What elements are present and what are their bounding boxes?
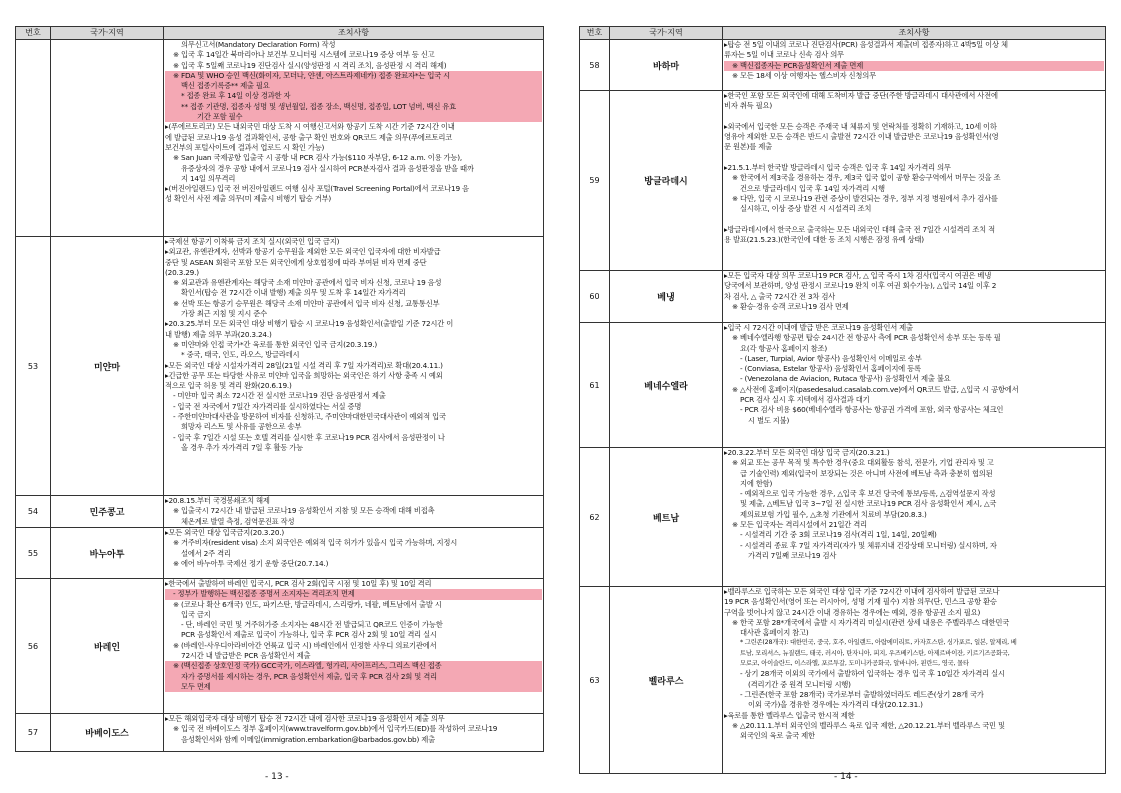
page-number: - 13 -: [265, 772, 289, 782]
measure-line: - 주한미얀마대사관을 방문하여 비자를 신청하고, 주미얀마대한민국대사관이 예외적 입국: [173, 412, 446, 422]
measure-line: 제의료보험 가입 필수, △초청 기관에서 치료비 부담(20.8.3.): [740, 509, 927, 519]
measure-line: 내 발행) 제출 의무 부과(20.3.24.): [165, 329, 272, 339]
table-row: [16, 579, 544, 714]
measure-line: - PCR 검사 비용 $60(베네수엘라 항공사는 항공권 가격에 포함, 외국 항공사는 체크인: [740, 405, 1004, 415]
page-number: - 14 -: [834, 772, 858, 782]
measure-line: ▸20.3.25.부터 모든 외국인 대상 비행기 탑승 시 코로나19 음성확인서(출발일 기준 72시간 이: [165, 319, 454, 329]
measure-line: - 시설격리 기간 중 3회 코로나19 검사(격리 1일, 14일, 20일째): [740, 530, 937, 540]
page-14: [579, 26, 1106, 774]
measures-cell: [723, 271, 1106, 323]
measure-line: 문 원본)를 제출: [724, 142, 772, 152]
country-name: 민주콩고: [51, 496, 164, 528]
measure-line: ※ (코로나 확산 6개국) 인도, 파키스탄, 방글라데시, 스리랑카, 네팔, 베트남에서 출발 시: [173, 599, 442, 609]
measure-line: ▸외국에서 입국한 모든 승객은 주재국 내 체류지 및 연락처를 정확히 기재하고, 10세 이하: [724, 121, 997, 131]
country-name: 방글라데시: [610, 91, 723, 271]
measure-line: ※ 에어 바누아투 국제선 정기 운항 중단(20.7.14.): [173, 558, 329, 568]
measure-line: 체온계로 발열 측정, 검역문진표 작성: [181, 516, 295, 526]
row-number: 62: [580, 448, 610, 587]
table-row: [16, 496, 544, 528]
measure-line: 영유아 제외한 모든 승객은 반드시 출발전 72시간 이내 발급받은 코로나19 음성확인서(영: [724, 132, 999, 142]
measures-table: [15, 26, 544, 752]
table-row: [580, 448, 1106, 587]
measure-line: 시 별도 지불): [748, 415, 790, 425]
measure-line: - 시설격리 종료 후 7일 자가격리(자가 및 체류지내 건강상태 모니터링) 실시하며, 자: [740, 540, 997, 550]
measure-line: ▸(버진아일랜드) 입국 전 버진아일랜드 여행 심사 포털(Travel Screening Portal)에서 코로나19 음: [165, 184, 469, 194]
measure-line: ▸입국 시 72시간 이내에 발급 받은 코로나19 음성확인서 제출: [724, 323, 913, 332]
measure-line: ▸20.8.15.부터 국경봉쇄조치 해제: [165, 496, 270, 505]
measure-line: 가장 최근 지침 및 지시 준수: [181, 309, 267, 319]
country-name: 미얀마: [51, 237, 164, 496]
country-name: 바베이도스: [51, 714, 164, 752]
table-row: [16, 40, 544, 237]
measure-line: 가격리 7일째 코로나19 검사: [748, 550, 837, 560]
measure-line: ※ 입출국시 72시간 내 발급된 코로나19 음성확인서 지참 및 모든 승객에 대해 비접촉: [173, 506, 435, 516]
measure-line: 성 확인서 사전 제출 의무(미 제출시 비행기 탑승 거부): [165, 194, 332, 204]
measure-line: 적으로 입국 허용 및 격리 완화(20.6.19.): [165, 381, 292, 391]
highlighted-line: 기간 포함 필수: [165, 112, 542, 122]
measure-line: ▸한국인 포함 모든 외국인에 대해 도착비자 발급 중단(주한 방글라데시 대사관에서 사전에: [724, 91, 998, 100]
table-row: [580, 40, 1106, 91]
measure-line: 72시간 내 발급받은 PCR 음성확인서 제출: [181, 651, 311, 661]
measures-cell: [723, 91, 1106, 271]
measure-line: ※ 베네수엘라행 항공편 탑승 24시간 전 항공사 측에 PCR 음성확인서 송부 또는 등록 필: [732, 333, 1001, 343]
measure-line: 19 PCR 음성확인서(영어 또는 러시아어, 성명 기재 필수) 지참 의무(단, 민스크 공항 환승: [724, 597, 997, 607]
measure-line: 모로코, 아이슬란드, 이스라엘, 포르투갈, 도미니카공화국, 알바니아, 핀란드, 영국, 몰타: [740, 660, 969, 668]
measure-line: ※ 미얀마와 인접 국가*간 육로를 통한 외국인 입국 금지(20.3.19.): [173, 339, 378, 349]
measure-line: - 단, 바레인 국민 및 거주허가증 소지자는 48시간 전 발급되고 QR코드 인증이 가능한: [181, 620, 443, 630]
table-row: [16, 714, 544, 752]
measures-cell: [164, 40, 544, 237]
table-row: [16, 237, 544, 496]
measures-cell: [723, 40, 1106, 91]
measure-line: ※ (바레인-사우디아라비아간 연륙교 입국 시) 바레인에서 인정한 사우디 의료기관에서: [173, 640, 437, 650]
measure-line: ※ 선박 또는 항공기 승무원은 해당국 소재 미얀마 공관에서 입국 비자 신청, 교통통신부: [173, 298, 440, 308]
measure-line: ▸모든 입국자 대상 의무 코로나19 PCR 검사, △ 입국 즉시 1차 검사(입국시 여권은 베냉: [724, 271, 992, 280]
table-header: [580, 27, 1106, 40]
measures-cell: [723, 587, 1106, 774]
table-row: [580, 323, 1106, 448]
country-name: [51, 40, 164, 237]
row-number: 53: [16, 237, 51, 496]
measure-line: 트남, 모리셔스, 뉴질랜드, 태국, 러시아, 탄자니아, 피지, 우즈베키스탄, 아제르바이잔, 키르기즈공화국,: [740, 649, 1010, 657]
measure-line: 지 14일 의무격리: [181, 173, 236, 183]
measure-line: - (Venezolana de Aviacion, Rutaca 항공사) 음성확인서 제출 불요: [740, 374, 951, 384]
measure-line: ▸방글라데시에서 한국으로 출국하는 모든 내외국인 대해 출국 전 7일간 시설격리 조치 적: [724, 224, 995, 234]
measure-line: ※ 입국 전 바베이도스 정부 홈페이지(www.travelform.gov.bb)에서 입국카드(ED)를 작성하여 코로나19: [173, 724, 498, 734]
highlighted-line: ※ (백신접종 상호인정 국가) GCC국가, 이스라엘, 헝가리, 사이프러스, 그리스 백신 접종: [165, 661, 542, 671]
page-13: [15, 26, 544, 752]
measure-line: ※ 외교관과 유엔관계자는 해당국 소재 미얀마 공관에서 입국 비자 신청, 코로나 19 음성: [173, 278, 442, 288]
measure-line: ▸20.3.22.부터 모든 외국인 대상 입국 금지(20.3.21.): [724, 448, 890, 457]
measure-line: 건으로 방글라데시 입국 후 14일 자가격리 시행: [740, 183, 885, 193]
measure-line: ▸외교관, 유엔관계자, 선박과 항공기 승무원을 제외한 모든 외국인 입국자에 대한 비자발급: [165, 247, 441, 257]
row-number: 63: [580, 587, 610, 774]
measure-line: (20.3.29.): [165, 267, 199, 277]
measure-line: ▸육로를 통한 벨라루스 입출국 한시적 제한: [724, 710, 855, 720]
measure-line: PCR 검사 실시 후 지텍에서 검사결과 대기: [740, 395, 870, 405]
table-row: [580, 271, 1106, 323]
measure-line: - 그린존(한국 포함 28개국) 국가로부터 출발하였더라도 레드존(상기 28개 국가: [740, 689, 984, 699]
measure-line: (격리기간 중 원격 모니터링 시행): [748, 679, 851, 689]
measure-line: 류자는 5일 이내 코로나 신속 검사 의무: [724, 50, 844, 60]
measure-line: - 입국 후 7일간 시설 또는 호텔 격리를 실시한 후 코로나19 PCR 검사에서 음성판정이 나: [173, 432, 445, 442]
measure-line: ※ △20.11.1.부터 외국인의 벨라루스 육로 입국 제한, △20.12.21.부터 벨라루스 국민 및: [732, 720, 1005, 730]
measure-line: 의무신고서(Mandatory Declaration Form) 작성: [181, 40, 336, 49]
measure-line: 용 발표(21.5.23.)(한국인에 대한 동 조치 시행은 잠정 유예 상태): [724, 235, 924, 245]
header-country: 국가·지역: [610, 27, 723, 40]
country-name: 바레인: [51, 579, 164, 714]
measure-line: 이외 국가)을 경유한 경우에는 자가격리 대상(20.12.31.): [748, 700, 923, 710]
measure-line: ※ 모든 입국자는 격리시설에서 21일간 격리: [732, 520, 867, 530]
row-number: 54: [16, 496, 51, 528]
highlighted-line: - 정부가 발행하는 백신접종 증명서 소지자는 격리조치 면제: [165, 589, 542, 599]
measure-line: 유증상자의 경우 공항 내에서 코로나19 검사 실시하여 PCR분자검사 결과 음성판정을 받을 때까: [181, 163, 474, 173]
measures-cell: [164, 496, 544, 528]
measure-line: 및 제출, △베트남 입국 3~7일 전 실시한 코로나19 PCR 검사 음성확인서 제시, △국: [740, 499, 997, 509]
measures-cell: [723, 448, 1106, 587]
highlighted-line: 백신 접종기록증** 제출 필요: [165, 81, 542, 91]
measure-line: - 입국 전 자국에서 7일간 자가격리를 실시하였다는 서실 증명: [173, 401, 362, 411]
measure-line: 중단 및 ASEAN 회원국 포함 모든 외국인에게 상호협정에 따라 부여된 비자 면제 중단: [165, 257, 427, 267]
measure-line: ※ △사전에 홈페이지(pasedesalud.casalab.com.ve)에서 QR코드 발급, △입국 시 공항에서: [732, 384, 1019, 394]
measure-line: 실시하고, 이상 증상 발견 시 시설격리 조치: [740, 204, 872, 214]
measure-line: - 미얀마 입국 최소 72시간 전 실시한 코로나19 진단 음성판정서 제출: [173, 391, 386, 401]
measure-line: ※ 한국 포함 28*개국에서 출발 시 자가격리 미실시(관련 상세 내용은 주벨라루스 대한민국: [732, 617, 1010, 627]
measures-cell: [164, 714, 544, 752]
measure-line: ▸(푸에르토리코) 모든 내외국민 대상 도착 시 여행신고서와 항공기 도착 시간 기준 72시간 이내: [165, 122, 455, 132]
row-number: 60: [580, 271, 610, 323]
header-country: 국가·지역: [51, 27, 164, 40]
country-name: 베트남: [610, 448, 723, 587]
measure-line: 당국에서 보관하며, 양성 판정시 코로나19 완치 이후 여권 회수가능), △입국 14일 이후 2: [724, 281, 997, 291]
measure-line: 외국인의 육로 출국 제한: [740, 731, 815, 741]
measure-line: 차 검사, △ 출국 72시간 전 3차 검사: [724, 291, 836, 301]
measures-cell: [164, 579, 544, 714]
table-row: [580, 587, 1106, 774]
measure-line: ※ 한국에서 제3국을 경유하는 경우, 제3국 입국 없이 공항 환승구역에서 머무는 것을 조: [732, 173, 1001, 183]
measure-line: [724, 215, 1104, 225]
measure-line: 구역을 벗어나지 않고 24시간 이내 경유하는 경우에는 예외, 경유 항공권 소지 필요): [724, 607, 981, 617]
measures-cell: [164, 237, 544, 496]
measure-line: ▸21.5.1.부터 한국발 방글라데시 입국 승객은 입국 후 14일 자가격리 의무: [724, 163, 951, 173]
measure-line: 대사관 홈페이지 참고): [740, 628, 809, 638]
measure-line: ※ 환승·경유 승객 코로나19 검사 면제: [732, 301, 849, 311]
row-number: 61: [580, 323, 610, 448]
country-name: 베냉: [610, 271, 723, 323]
row-number: 57: [16, 714, 51, 752]
highlighted-line: * 접종 완료 후 14일 이상 경과한 자: [165, 91, 542, 101]
measure-line: ※ 입국 후 5일째 코로나19 진단검사 실시(양성판정 시 격리 조치, 음성판정 시 격리 해제): [173, 60, 447, 70]
measure-line: - (Conviasa, Estelar 항공사) 음성확인서 홈페이지에 등록: [740, 364, 921, 374]
measure-line: ▸국제선 항공기 이착륙 금지 조치 실시(외국인 입국 금지): [165, 237, 340, 246]
measure-line: 확인서(탑승 전 72시간 이내 발행) 제출 의무 및 도착 후 14일간 자가격리: [181, 288, 406, 298]
measure-line: - 예외적으로 입국 가능한 경우, △입국 후 보건 당국에 통보/등록, △검역설문지 작성: [740, 489, 996, 499]
measure-line: 희망자 리스트 및 사유를 공한으로 송부: [181, 422, 302, 432]
measures-cell: [164, 528, 544, 579]
country-name: 베네수엘라: [610, 323, 723, 448]
country-name: 벨라루스: [610, 587, 723, 774]
table-header: [16, 27, 544, 40]
highlighted-line: 자가 증명서를 제시하는 경우, PCR 음성확인서 제출, 입국 후 PCR 검사 2회 및 격리: [165, 672, 542, 682]
highlighted-line: ※ 백신접종자는 PCR음성확인서 제출 면제: [724, 61, 1104, 71]
measure-line: ▸긴급한 공무 또는 타당한 사유로 미얀마 입국을 희망하는 외국인은 하기 사항 충족 시 예외: [165, 370, 443, 380]
measure-line: 에 발급된 코로나19 음성 결과확인서, 공항 출구 확인 번호와 QR코드 제출 의무(푸에르토리코: [165, 132, 453, 142]
measure-line: 급 기술인력) 제외(입국이 보장되는 것은 아니며 사전에 베트남 측과 충분히 협의된: [740, 468, 993, 478]
measure-line: ※ San Juan 국제공항 입출국 시 공항 내 PCR 검사 가능($110 자부담, 6-12 a.m. 이용 가능),: [173, 153, 463, 163]
measure-line: ▸한국에서 출발하여 바레인 입국시, PCR 검사 2회(입국 시점 및 10일 후) 및 10일 격리: [165, 579, 432, 588]
measure-line: 입국 금지: [181, 609, 211, 619]
measure-line: 설에서 2주 격리: [181, 548, 231, 558]
measures-table: [579, 26, 1106, 774]
measure-line: ▸모든 외국인 대상 입국금지(20.3.20.): [165, 528, 285, 537]
country-name: 바하마: [610, 40, 723, 91]
measures-cell: [723, 323, 1106, 448]
measure-line: ※ 외교 또는 공무 목적 및 특수한 경우(중요 대외활동 참석, 전문가, 기업 관리자 및 고: [732, 458, 994, 468]
country-name: 바누아투: [51, 528, 164, 579]
row-number: 55: [16, 528, 51, 579]
measure-line: ▸모든 외국인 대상 시설자가격리 28일(21일 시설 격리 후 7일 자가격리)로 확대(20.4.11.): [165, 360, 443, 370]
measure-line: ※ 모든 18세 이상 여행자는 헬스비자 신청의무: [732, 70, 876, 80]
measure-line: ※ 거주비자(resident visa) 소지 외국인은 예외적 입국 허가가 있을시 입국 가능하며, 지정시: [173, 538, 458, 548]
measure-line: - 상기 28개국 이외의 국가에서 출발하여 입국하는 경우 입국 후 10일간 자가격리 실시: [740, 669, 1005, 679]
row-number: [16, 40, 51, 237]
highlighted-line: ** 접종 기관명, 접종자 성명 및 생년월일, 접종 장소, 백신명, 접종일, LOT 넘버, 백신 유효: [165, 102, 542, 112]
measure-line: ▸벨라루스로 입국하는 모든 외국인 대상 입국 기준 72시간 이내에 검사하여 발급된 코로나: [724, 587, 1000, 596]
measure-line: ※ 입국 후 14일간 북마리아나 보건부 모니터링 시스템에 코로나19 증상 여부 등 신고: [173, 50, 435, 60]
measure-line: * 그린존(28개국): 대한민국, 중국, 호주, 아일랜드, 아랍에미리트, 카자흐스탄, 싱가포르, 일본, 알제리, 베: [740, 639, 1017, 647]
header-measures: 조치사항: [723, 27, 1106, 40]
measure-line: - (Laser, Turpial, Avior 항공사) 음성확인서 이메일로 송부: [740, 353, 922, 363]
header-no: 번호: [580, 27, 610, 40]
row-number: 58: [580, 40, 610, 91]
header-measures: 조치사항: [164, 27, 544, 40]
measure-line: [724, 153, 1104, 163]
header-no: 번호: [16, 27, 51, 40]
measure-line: ▸탑승 전 5일 이내의 코로나 진단검사(PCR) 음성결과서 제출(비 접종자)하고 4박5일 이상 체: [724, 40, 1008, 49]
table-row: [16, 528, 544, 579]
measure-line: ▸모든 해외입국자 대상 비행기 탑승 전 72시간 내에 검사한 코로나19 음성확인서 제출 의무: [165, 714, 445, 723]
highlighted-line: 모두 면제: [165, 682, 542, 692]
measure-line: 요(각 항공사 홈페이지 참조): [740, 343, 827, 353]
measure-line: 보건부의 포털사이트에 결과서 업로드 시 확인 가능): [165, 142, 325, 152]
measure-line: PCR 음성확인서 제출로 입국이 가능하나, 입국 후 PCR 검사 2회 및 10일 격리 실시: [181, 630, 437, 640]
table-row: [580, 91, 1106, 271]
measure-line: 지에 한함): [740, 478, 773, 488]
measure-line: ※ 다만, 입국 시 코로나19 관련 증상이 발견되는 경우, 정부 지정 병원에서 추가 검사를: [732, 193, 998, 203]
row-number: 56: [16, 579, 51, 714]
measure-line: 음성확인서와 함께 이메일(immigration.embarkation@barbados.gov.bb) 제출: [181, 734, 435, 744]
measure-line: 올 경우 추가 자가격리 7일 후 활동 가능: [181, 442, 304, 452]
measure-line: [724, 112, 1104, 122]
measure-line: 비자 취득 필요): [724, 101, 772, 111]
measure-line: * 중국, 태국, 인도, 라오스, 방글라데시: [181, 350, 300, 360]
highlighted-line: ※ FDA 및 WHO 승인 백신(화이자, 모더나, 얀센, 아스트라제네카) 접종 완료자*는 입국 시: [165, 71, 542, 81]
row-number: 59: [580, 91, 610, 271]
